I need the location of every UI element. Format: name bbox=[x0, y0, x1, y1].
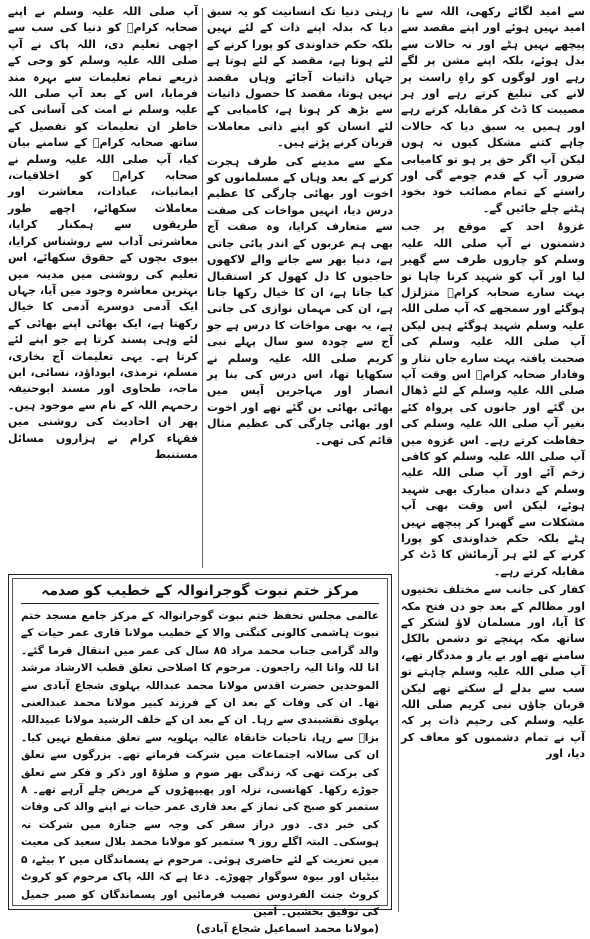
article-column-left bbox=[8, 4, 198, 569]
paragraph: سے امید لگائے رکھی، اللہ سے نا امید نہیں ہوئے اور اپنے مقصد سے پیچھے نہیں ہٹے اور نہ حالات سے بدل ہوئے، بلکہ اپنے مشن پر لگے رہے اور لوگوں کو راہِ راست پر لانے کی تبلیغ کرتے رہے اور ہر مصیبت کا ڈٹ کر مقابلہ کرتے رہے اور ہمیں یہ سبق دیا کہ حالات چاہے کتنے مشکل کیوں نہ ہوں لیکن آپ اگر حق پر ہو تو کامیابی ضرور آپ کے قدم چومے گی اور راستے کے تمام مصائب خود بخود ہٹتے چلے جائیں گے۔ bbox=[401, 5, 585, 215]
paragraph: آپ صلی اللہ علیہ وسلم نے اپنے صحابہ کرامؓ کو دنیا کی سب سے اچھی تعلیم دی، اللہ پاک نے آپ صلی اللہ علیہ وسلم کو وحی کے ذریعے تمام تعلیمات سے بہرہ مند فرمایا، اس کے بعد آپ صلی اللہ علیہ وسلم نے امت کی آسانی کی خاطر ان تعلیمات کو تفصیل کے ساتھ صحابہ کرامؓ کے سامنے بیان کیا، آپ صلی اللہ علیہ وسلم نے صحابہ کرامؓ کو اخلاقیات، ایمانیات، عبادات، معاشرت اور معاملات سکھائے، اچھے طور طریقوں سے ہمکنار کرایا، معاشرتی آداب سے روشناس کرایا، بیوی بچوں کے حقوق سکھائے، اس تعلیم کی روشنی میں مدینہ میں بہترین معاشرہ وجود میں آیا، جہاں ایک آدمی دوسرے آدمی کا خیال رکھتا ہے، ایک بھائی اپنے بھائی کے لئے وہی پسند کرتا ہے جو اپنے لئے کرتا ہے۔ یہی تعلیمات آج بخاری، مسلم، ترمذی، ابوداؤد، نسائی، ابن ماجہ، طحاوی اور مسند ابوحنیفہ رحمہم اللہ کے نام سے موجود ہیں۔ پھر ان احادیث کی روشنی میں فقہاء کرام نے ہزاروں مسائل مستنبط bbox=[8, 5, 198, 461]
column-divider bbox=[202, 8, 203, 568]
article-column-right bbox=[401, 4, 585, 914]
paragraph: غزوۂ احد کے موقع پر جب دشمنوں نے آپ صلی اللہ علیہ وسلم کو چاروں طرف سے گھیر لیا اور آپ کو شہید کرنا چاہا تو بہت سارے صحابہ کرامؓ متزلزل ہوگئے اور سمجھے کہ آپ صلی اللہ علیہ وسلم شہید ہوگئے ہیں لیکن آپ صلی اللہ علیہ وسلم کی صحبت یافتہ بہت سارے جاں نثار و وفادار صحابہ کرامؓ اس وقت آپ صلی اللہ علیہ وسلم کے لئے ڈھال بن گئے اور جانوں کی پرواہ کئے بغیر آپ صلی اللہ علیہ وسلم کی حفاظت کرتے رہے۔ اس غزوہ میں آپ صلی اللہ علیہ وسلم کو کافی زخم آئے اور آپ صلی اللہ علیہ وسلم کے دندان مبارک بھی شہید ہوئے، لیکن اس وقت بھی آپ مشکلات سے گھبرا کر پیچھے نہیں ہٹے بلکہ حکم خداوندی کو پورا کرنے کے لئے ہر آزمائش کا ڈٹ کر مقابلہ کرتے رہے۔ bbox=[401, 220, 585, 578]
notice-signature: (مولانا محمد اسماعیل شجاع آبادی) bbox=[195, 923, 379, 936]
paragraph: رہتی دنیا تک انسانیت کو یہ سبق دیا کہ بدلہ اپنے ذات کے لئے نہیں بلکہ حکم خداوندی کو پورا کرنے کے لئے ہوتا ہے، مقصد کے لئے ہوتا ہے جہاں ذاتیات آجائے وہاں مقصد نہیں ہوتا، مقصد کا حصول ذاتیات سے بڑھ کر ہوتا ہے، کامیابی کے لئے انسان کو اپنے ذاتی معاملات قربان کرنے پڑتے ہیں۔ bbox=[207, 5, 393, 150]
notice-title: مرکز ختم نبوت گوجرانوالہ کے خطیب کو صدمہ bbox=[21, 581, 379, 604]
paragraph: مکے سے مدینے کی طرف ہجرت کرنے کے بعد وہاں کے مسلمانوں کو اخوت اور بھائی چارگی کا عظیم درس دیا، انہیں مواخات کی صفت سے متعارف کرایا، وہ صفت آج بھی ہم عربوں کے اندر پائی جاتی ہے، دنیا بھر سے جانے والے لاکھوں حاجیوں کا دل کھول کر استقبال کیا جاتا ہے، ان کا خیال رکھا جاتا ہے، ان کی مہمان نوازی کی جاتی ہے، یہ بھی مواخات کا درس ہے جو آج سے چودہ سو سال پہلے نبی کریم صلی اللہ علیہ وسلم نے سکھایا تھا، اس درس کی بنا پر انصار اور مہاجرین آپس میں بھائی بھائی بن گئے تھے اور اخوت اور بھائی چارگی کی عظیم مثال قائم کی تھی۔ bbox=[207, 154, 393, 447]
notice-frame bbox=[12, 578, 388, 936]
article-column-middle bbox=[207, 4, 393, 569]
column-divider bbox=[398, 8, 399, 912]
notice-body bbox=[21, 608, 379, 939]
paragraph: کفار کی جانب سے مختلف تختیوں اور مظالم کے بعد جو دن فتح مکہ کا آیا، اور مسلمان لاؤ لشکر کے ساتھ مکہ پہنچے تو دشمن بالکل سامنے تھے اور بے یار و مددگار تھے، آپ صلی اللہ علیہ وسلم چاہتے تو سب سے بدلے لے سکتے تھے لیکن قربان جاؤں نبی کریم صلی اللہ علیہ وسلم کی رحیم ذات پر کہ آپ نے تمام دشمنوں کو معاف کر دیا، اور bbox=[401, 583, 585, 761]
notice-text: عالمی مجلس تحفظ ختم نبوت گوجرانوالہ کے مرکز جامع مسجد ختم نبوت ہاشمی کالونی کنگنی والا کے خطیب مولانا قاری عمر حیات کے والد گرامی جناب محمد مراد ۸۵ سال کی عمر میں انتقال فرما گئے۔ انا للہ وانا الیہ راجعون۔ مرحوم کا اصلاحی تعلق قطب الارشاد مرشد الموحدین حضرت اقدس مولانا محمد عبداللہ بہلوی شجاع آبادی سے تھا۔ ان کی وفات کے بعد ان کے فرزند کبیر مولانا محمد عبدالغنی بہلوی نقشبندی سے رہا۔ ان کے بعد ان کے خلف الرشید مولانا عبیداللہ بزاؒ سے رہا، تاحیات خانقاہ عالیہ بہلویہ سے تعلق منقطع نہیں کیا۔ ان کی سالانہ اجتماعات میں شرکت فرماتے تھے۔ بزرگوں سے تعلق کی برکت تھی کہ زندگی بھر صوم و صلوٰۃ اور ذکر و فکر سے تعلق جوڑے رکھا۔ کھانسی، نزلہ اور پھیپھڑوں کے مریض چلے آرہے تھے۔ ۸ ستمبر کو صبح کی نماز کے بعد قاری عمر حیات نے اپنے والد کی وفات کی خبر دی۔ دور دراز سفر کی وجہ سے جنازہ میں شرکت نہ ہوسکی۔ البتہ اگلے روز ۹ ستمبر کو مولانا محمد بلال سعید کی معیت میں تعزیت کے لئے حاضری ہوئی۔ مرحوم نے پسماندگان میں ۲ بیٹے، ۵ بیٹیاں اور بیوہ سوگوار چھوڑے۔ دعا ہے کہ اللہ پاک مرحوم کو کروٹ کروٹ جنت الفردوس نصیب فرمائیں اور پسماندگان کو صبر جمیل کی توفیق بخشیں۔ آمین bbox=[21, 610, 379, 918]
condolence-notice-box bbox=[8, 574, 392, 936]
